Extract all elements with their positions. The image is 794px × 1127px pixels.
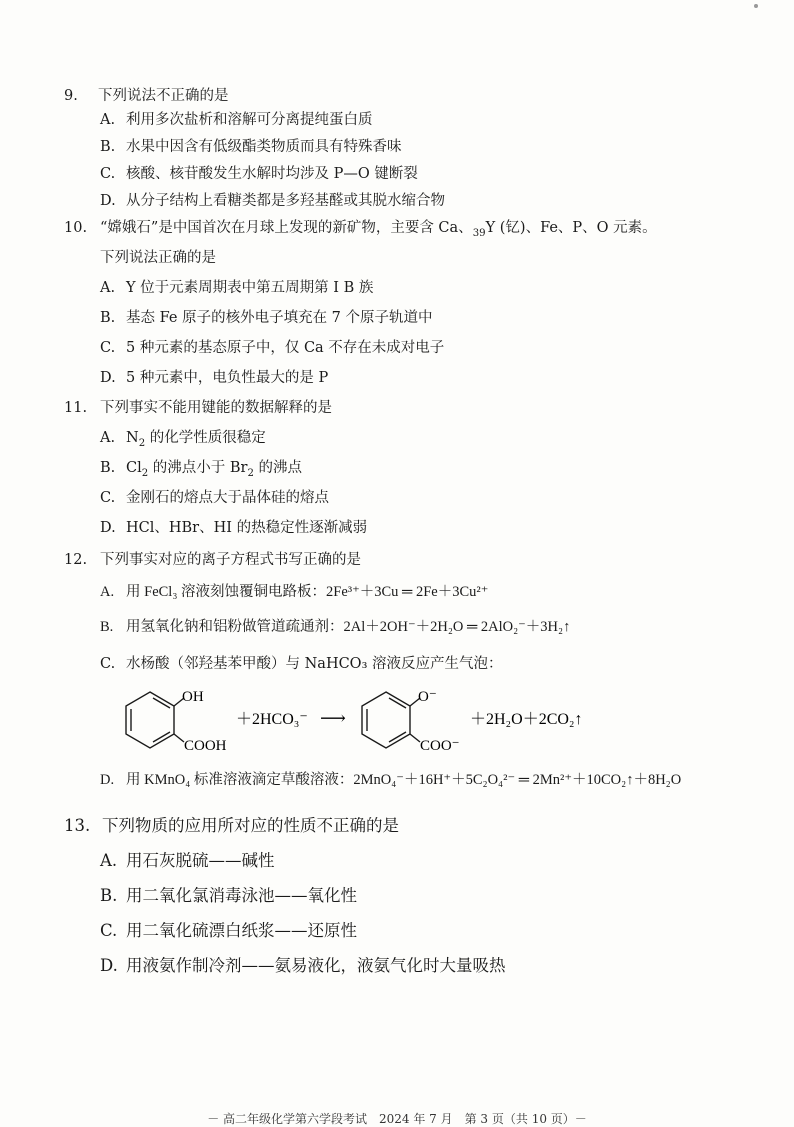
page-footer: － 高二年级化学第六学段考试 2024 年 7 月 第 3 页（共 10 页）－ — [207, 1112, 587, 1126]
question-11-option-b — [100, 458, 302, 478]
products-term: ＋2H₂O＋2CO₂↑ — [470, 711, 583, 728]
question-12-option-a — [100, 582, 488, 602]
question-10-option-c — [100, 338, 444, 358]
option-text: 金刚石的熔点大于晶体硅的熔点 — [126, 490, 329, 506]
option-label: C. — [100, 166, 116, 182]
option-label: B. — [100, 460, 116, 476]
question-13-option-b — [100, 886, 357, 906]
option-label: A. — [100, 112, 116, 128]
formula: Cl — [126, 460, 142, 476]
question-11-option-c — [100, 488, 329, 508]
option-label: B. — [100, 886, 118, 905]
option-label: C. — [100, 340, 116, 356]
question-9-option-b — [100, 137, 402, 157]
question-9-option-c — [100, 164, 418, 184]
question-9-option-d — [100, 191, 445, 211]
option-label: B. — [100, 139, 116, 155]
question-10-option-b — [100, 308, 433, 328]
cooh-group: COOH — [184, 738, 227, 754]
option-label: B. — [100, 619, 114, 635]
question-number: 12. — [64, 552, 88, 568]
question-12-stem — [64, 550, 361, 570]
option-label: B. — [100, 310, 116, 326]
question-text: 下列说法不正确的是 — [98, 88, 229, 104]
option-text: 用二氧化氯消毒泳池——氧化性 — [126, 886, 357, 905]
option-text: HCl、HBr、HI 的热稳定性逐渐减弱 — [126, 520, 368, 536]
option-text: 5 种元素的基态原子中，仅 Ca 不存在未成对电子 — [126, 340, 445, 356]
option-label: D. — [100, 193, 116, 209]
oh-group: OH — [182, 689, 204, 705]
question-number: 13. — [64, 816, 91, 835]
option-label: A. — [100, 851, 118, 870]
question-11-option-a — [100, 428, 266, 448]
benzene-ring-reactant — [126, 692, 184, 748]
question-12-option-c — [100, 654, 503, 674]
question-13-option-d — [100, 956, 506, 976]
phenoxide-group: O⁻ — [418, 689, 437, 705]
question-11-option-d — [100, 518, 367, 538]
subscript: 2 — [138, 437, 146, 449]
option-label: D. — [100, 772, 115, 788]
question-10-stem-line2: 下列说法正确的是 — [100, 250, 216, 266]
question-number: 9. — [64, 88, 78, 104]
carboxylate-group: COO⁻ — [420, 738, 460, 754]
question-10-option-a — [100, 278, 373, 298]
option-text: 的沸点小于 Br — [148, 460, 248, 476]
option-text: Y 位于元素周期表中第五周期第 Ⅰ B 族 — [126, 280, 374, 296]
option-text: 用石灰脱硫——碱性 — [126, 851, 275, 870]
question-10-stem — [64, 218, 657, 238]
question-number: 11. — [64, 400, 88, 416]
scan-speck — [754, 4, 758, 8]
option-label: D. — [100, 370, 116, 386]
option-text: 水杨酸（邻羟基苯甲酸）与 NaHCO₃ 溶液反应产生气泡： — [126, 656, 503, 672]
question-text: 下列事实不能用键能的数据解释的是 — [100, 400, 332, 416]
option-text: 水果中因含有低级酯类物质而具有特殊香味 — [126, 139, 402, 155]
question-12-option-b — [100, 617, 570, 637]
option-text: 的化学性质很稳定 — [145, 430, 266, 446]
question-text: “嫦娥石”是中国首次在月球上发现的新矿物，主要含 Ca、 — [100, 220, 473, 236]
subscript: 2 — [247, 467, 254, 479]
benzene-ring-product — [362, 692, 420, 748]
atomic-number: 39 — [472, 227, 486, 239]
question-10-option-d — [100, 368, 328, 388]
option-text: 基态 Fe 原子的核外电子填充在 7 个原子轨道中 — [126, 310, 433, 326]
reaction-arrow: ⟶ — [320, 708, 346, 728]
option-label: A. — [100, 280, 116, 296]
question-text: 下列物质的应用所对应的性质不正确的是 — [102, 816, 399, 835]
question-13-stem — [64, 816, 399, 836]
option-label: D. — [100, 520, 116, 536]
option-text: 用二氧化硫漂白纸浆——还原性 — [126, 921, 357, 940]
option-label: C. — [100, 921, 118, 940]
option-text: 用 KMnO₄ 标准溶液滴定草酸溶液：2MnO₄⁻＋16H⁺＋5C₂O₄²⁻ ═ 2Mn²⁺＋10CO₂↑＋8H₂O — [126, 772, 682, 788]
option-text: 的沸点 — [253, 460, 303, 476]
option-text: 利用多次盐析和溶解可分离提纯蛋白质 — [126, 112, 373, 128]
option-label: D. — [100, 956, 118, 975]
question-text: 下列事实对应的离子方程式书写正确的是 — [100, 552, 361, 568]
option-text: 从分子结构上看糖类都是多羟基醛或其脱水缩合物 — [126, 193, 445, 209]
question-12-option-d — [100, 770, 681, 790]
option-label: C. — [100, 490, 116, 506]
option-label: A. — [100, 430, 116, 446]
option-label: A. — [100, 584, 115, 600]
option-text: 用 FeCl₃ 溶液刻蚀覆铜电路板：2Fe³⁺＋3Cu ═ 2Fe＋3Cu²⁺ — [126, 584, 489, 600]
option-label: C. — [100, 656, 116, 672]
option-text: 核酸、核苷酸发生水解时均涉及 P—O 键断裂 — [126, 166, 418, 182]
question-text-cont: Y (钇)、Fe、P、O 元素。 — [485, 220, 657, 236]
formula: N — [126, 430, 139, 446]
subscript: 2 — [141, 467, 149, 479]
question-number: 10. — [64, 220, 88, 236]
question-9-option-a — [100, 110, 373, 130]
question-9-stem — [64, 86, 229, 106]
bicarbonate-term: ＋2HCO₃⁻ — [236, 711, 308, 728]
option-text: 用氢氧化钠和铝粉做管道疏通剂：2Al＋2OH⁻＋2H₂O ═ 2AlO₂⁻＋3H₂↑ — [126, 619, 571, 635]
question-13-option-a — [100, 851, 275, 871]
salicylic-acid-equation — [120, 682, 600, 762]
option-text: 5 种元素中，电负性最大的是 P — [126, 370, 329, 386]
question-11-stem — [64, 398, 332, 418]
option-text: 用液氨作制冷剂——氨易液化，液氨气化时大量吸热 — [126, 956, 506, 975]
question-13-option-c — [100, 921, 357, 941]
